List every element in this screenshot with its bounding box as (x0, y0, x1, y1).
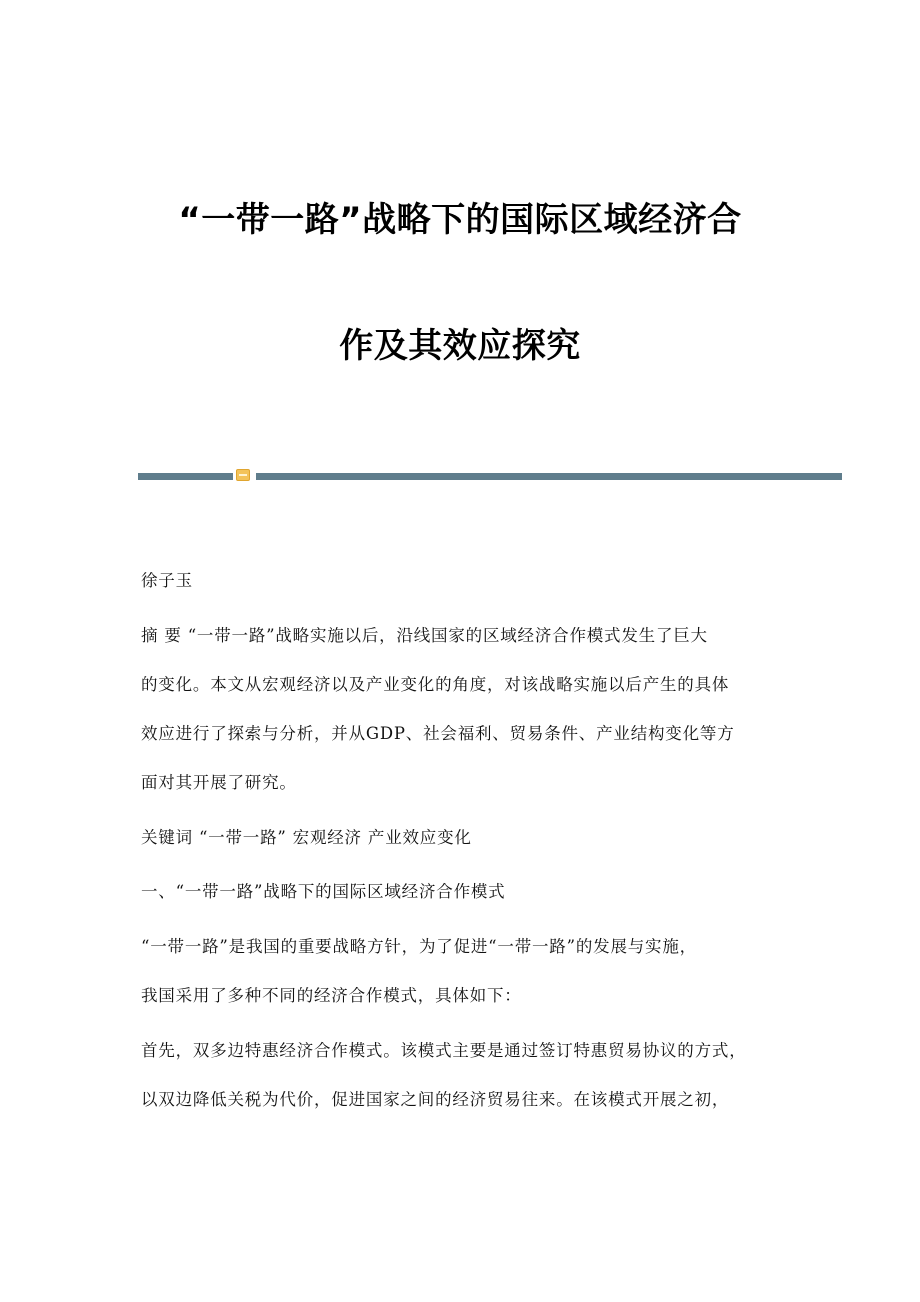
keywords-line: 关键词 “一带一路” 宏观经济 产业效应变化 (141, 828, 472, 847)
abstract-line-3: 效应进行了探索与分析，并从GDP、社会福利、贸易条件、产业结构变化等方 (141, 724, 735, 743)
paragraph-1-line-2: 我国采用了多种不同的经济合作模式，具体如下： (141, 986, 522, 1005)
document-title-line-2: 作及其效应探究 (339, 326, 581, 366)
title-divider (138, 468, 842, 484)
document-title-line-1: “一带一路”战略下的国际区域经济合 (178, 200, 742, 240)
abstract-line-1: 摘 要 “一带一路”战略实施以后，沿线国家的区域经济合作模式发生了巨大 (141, 626, 708, 645)
section-heading: 一、“一带一路”战略下的国际区域经济合作模式 (141, 882, 506, 901)
divider-bar-right (256, 473, 842, 480)
abstract-line-2: 的变化。本文从宏观经济以及产业变化的角度，对该战略实施以后产生的具体 (141, 675, 730, 694)
abstract-line-4: 面对其开展了研究。 (141, 773, 297, 792)
author-name: 徐子玉 (141, 571, 193, 590)
paragraph-1-line-1: “一带一路”是我国的重要战略方针，为了促进“一带一路”的发展与实施， (141, 937, 697, 956)
divider-bar-left (138, 473, 233, 480)
paragraph-2-line-2: 以双边降低关税为代价，促进国家之间的经济贸易往来。在该模式开展之初， (141, 1090, 730, 1109)
paragraph-2-line-1: 首先，双多边特惠经济合作模式。该模式主要是通过签订特惠贸易协议的方式， (141, 1041, 747, 1060)
divider-ornament-icon (236, 469, 250, 481)
